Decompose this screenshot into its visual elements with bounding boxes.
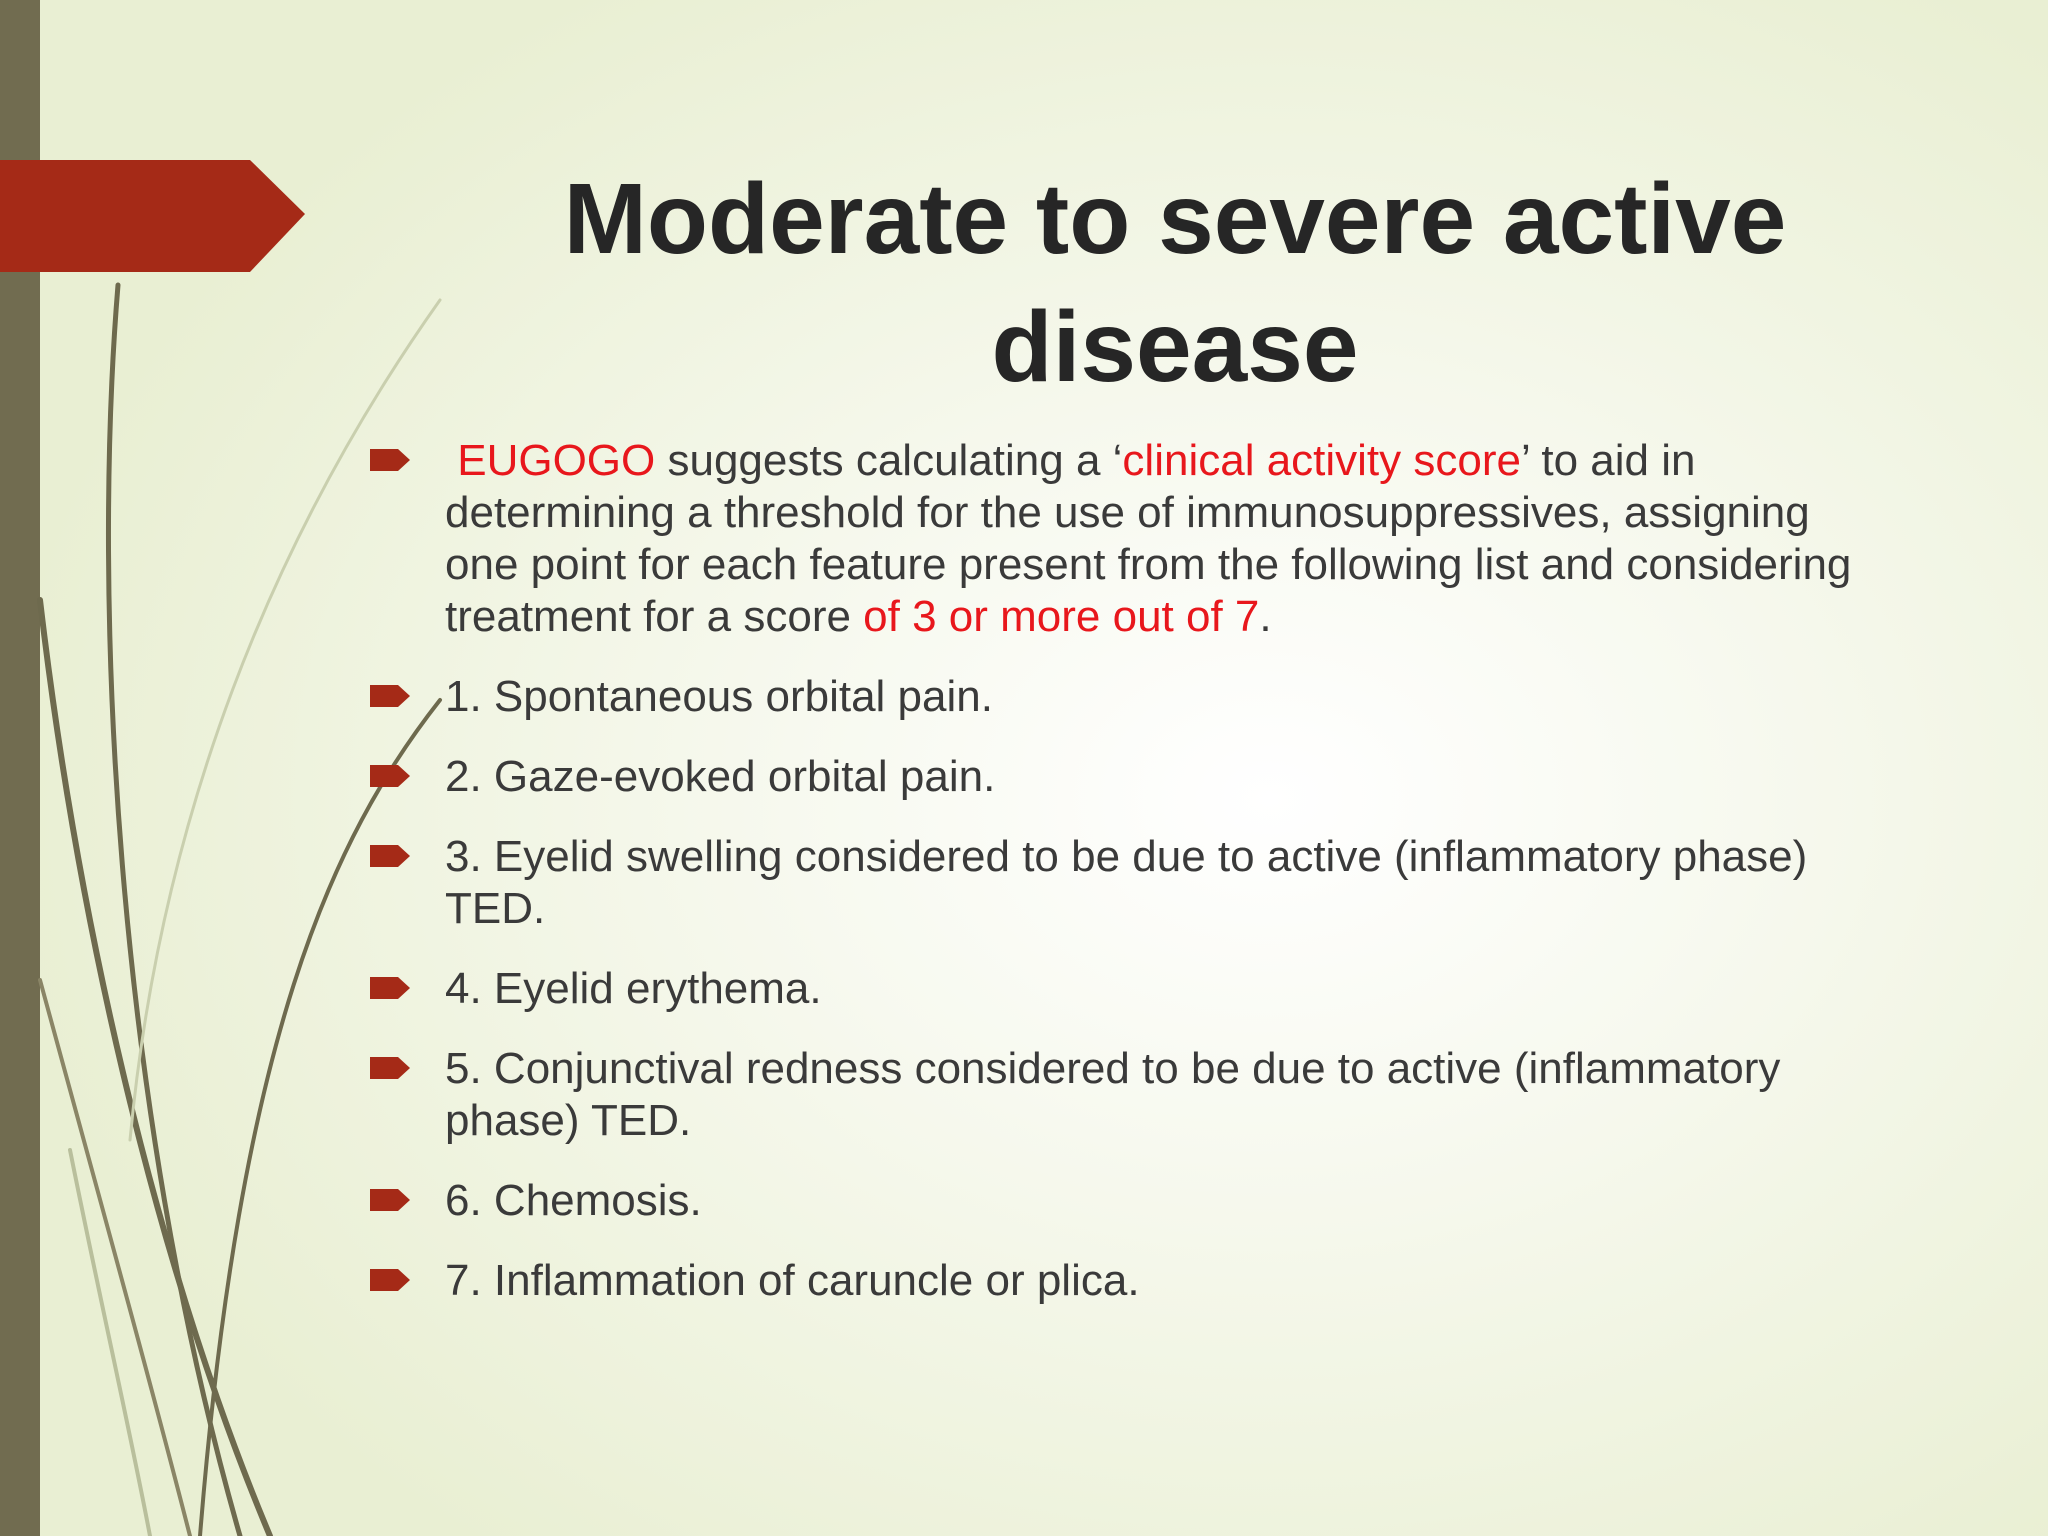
arrow-bullet-icon <box>370 1269 410 1291</box>
list-item-text: 2. Gaze-evoked orbital pain. <box>445 752 996 801</box>
arrow-bullet-icon <box>370 977 410 999</box>
list-item-7 <box>370 1255 1870 1307</box>
list-item-text: 1. Spontaneous orbital pain. <box>445 672 993 721</box>
intro-text-part: suggests calculating a ‘ <box>655 436 1123 485</box>
list-item-3 <box>370 831 1870 935</box>
cas-highlight: clinical activity score <box>1122 436 1521 485</box>
arrow-bullet-icon <box>370 845 410 867</box>
intro-text <box>445 436 1851 641</box>
list-item-text: 5. Conjunctival redness considered to be due to active (inflammatory phase) TED. <box>445 1044 1781 1145</box>
list-item-text: 3. Eyelid swelling considered to be due to active (inflammatory phase) TED. <box>445 832 1808 933</box>
arrow-bullet-icon <box>370 685 410 707</box>
eugogo-highlight: EUGOGO <box>457 436 656 485</box>
list-item-text: 4. Eyelid erythema. <box>445 964 822 1013</box>
list-item-1 <box>370 671 1870 723</box>
list-item-6 <box>370 1175 1870 1227</box>
list-item-4 <box>370 963 1870 1015</box>
list-item-text: 7. Inflammation of caruncle or plica. <box>445 1256 1140 1305</box>
list-item-5 <box>370 1043 1870 1147</box>
title-banner-arrow <box>0 160 305 272</box>
arrow-bullet-icon <box>370 449 410 471</box>
list-item-text: 6. Chemosis. <box>445 1176 702 1225</box>
intro-text-part: . <box>1259 592 1272 641</box>
bullet-list <box>370 435 1870 1335</box>
threshold-highlight: of 3 or more out of 7 <box>863 592 1260 641</box>
arrow-bullet-icon <box>370 1189 410 1211</box>
arrow-bullet-icon <box>370 1057 410 1079</box>
list-item-2 <box>370 751 1870 803</box>
list-item-intro <box>370 435 1870 643</box>
intro-text-part: ’ to aid in determining a threshold for the use of immunosuppressives, assigning one point for each feature present from the following list and considering treatment for a score <box>445 436 1852 641</box>
slide-title: Moderate to severe active disease <box>563 163 1787 403</box>
arrow-bullet-icon <box>370 765 410 787</box>
